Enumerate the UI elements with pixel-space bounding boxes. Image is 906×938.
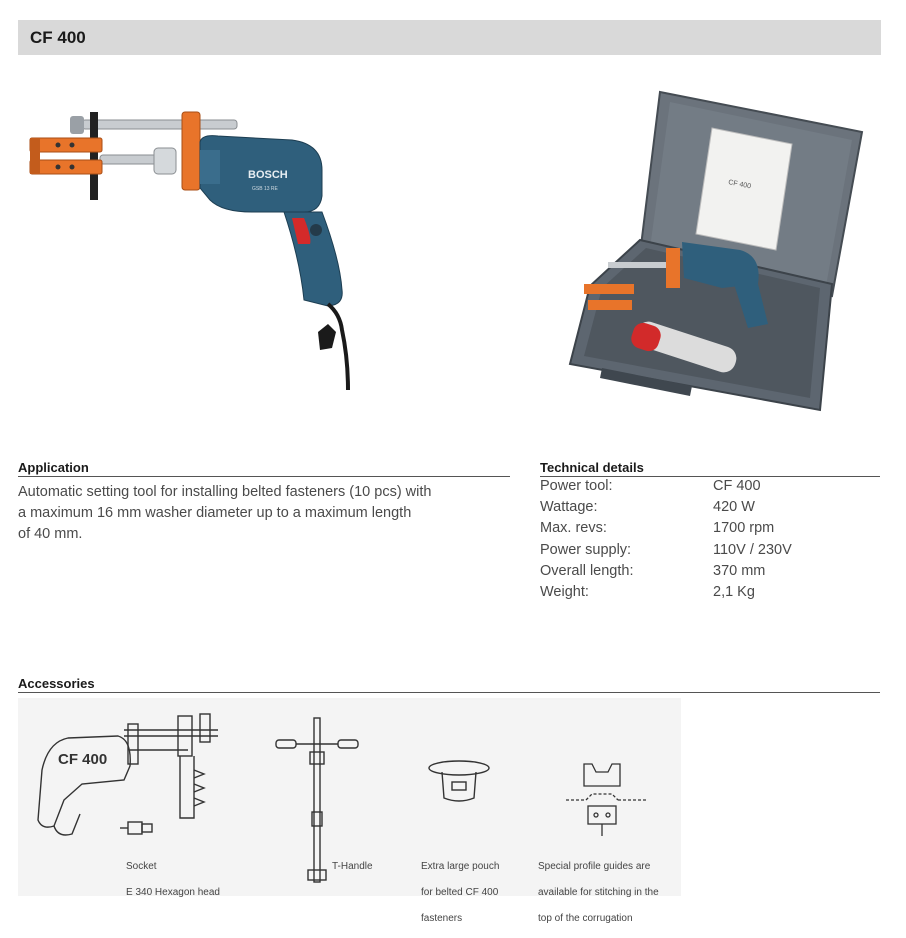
spec-label: Overall length: — [540, 562, 634, 579]
caption-line: top of the corrugation — [538, 913, 633, 924]
caption-line: Extra large pouch — [421, 861, 500, 872]
drill-photo — [22, 100, 362, 400]
spec-label: Power tool: — [540, 478, 613, 494]
spec-row — [540, 478, 792, 499]
caption-line: Socket — [126, 861, 157, 872]
t-handle-caption — [332, 847, 373, 886]
pouch-caption — [421, 847, 499, 938]
drill-drawing — [28, 710, 228, 870]
drill-model-text: GSB 13 RE — [252, 186, 278, 192]
spec-value: 420 W — [713, 499, 755, 516]
profile-guides-drawing — [562, 760, 652, 840]
title-bar — [18, 20, 881, 55]
caption-line: E 340 Hexagon head — [126, 887, 220, 898]
spec-value: 1700 rpm — [713, 520, 775, 537]
caption-line: available for stitching in the — [538, 887, 659, 898]
pouch-drawing — [426, 758, 492, 806]
spec-value: 2,1 Kg — [713, 583, 755, 600]
manual-title-text: CF 400 — [727, 179, 752, 191]
caption-line: for belted CF 400 — [421, 887, 499, 898]
technical-heading: Technical details — [540, 460, 880, 477]
spec-value: CF 400 — [713, 478, 761, 494]
spec-row — [540, 542, 792, 563]
drill-brand-text: BOSCH — [248, 169, 288, 181]
spec-row — [540, 520, 792, 541]
technical-table — [540, 478, 792, 605]
spec-value: 370 mm — [713, 562, 766, 579]
application-heading: Application — [18, 460, 510, 477]
profile-guides-caption — [538, 847, 659, 938]
caption-line: fasteners — [421, 913, 463, 924]
spec-label: Wattage: — [540, 499, 598, 516]
spec-row — [540, 499, 792, 520]
spec-row — [540, 584, 792, 605]
caption-line: T-Handle — [332, 861, 373, 872]
application-line: a maximum 16 mm washer diameter up to a maximum length — [18, 505, 412, 521]
drawing-label: CF 400 — [58, 751, 108, 768]
page-title: CF 400 — [30, 28, 86, 47]
spec-label: Max. revs: — [540, 520, 607, 537]
application-line: Automatic setting tool for installing belted fasteners (10 pcs) with — [18, 484, 432, 500]
spec-value: 110V / 230V — [713, 541, 792, 558]
spec-label: Power supply: — [540, 541, 632, 558]
caption-line: Special profile guides are — [538, 861, 651, 872]
application-line: of 40 mm. — [18, 526, 83, 542]
accessories-heading: Accessories — [18, 676, 880, 693]
case-photo — [562, 88, 872, 418]
application-text — [18, 482, 488, 545]
spec-row — [540, 563, 792, 584]
spec-label: Weight: — [540, 583, 589, 600]
socket-caption — [126, 847, 220, 912]
